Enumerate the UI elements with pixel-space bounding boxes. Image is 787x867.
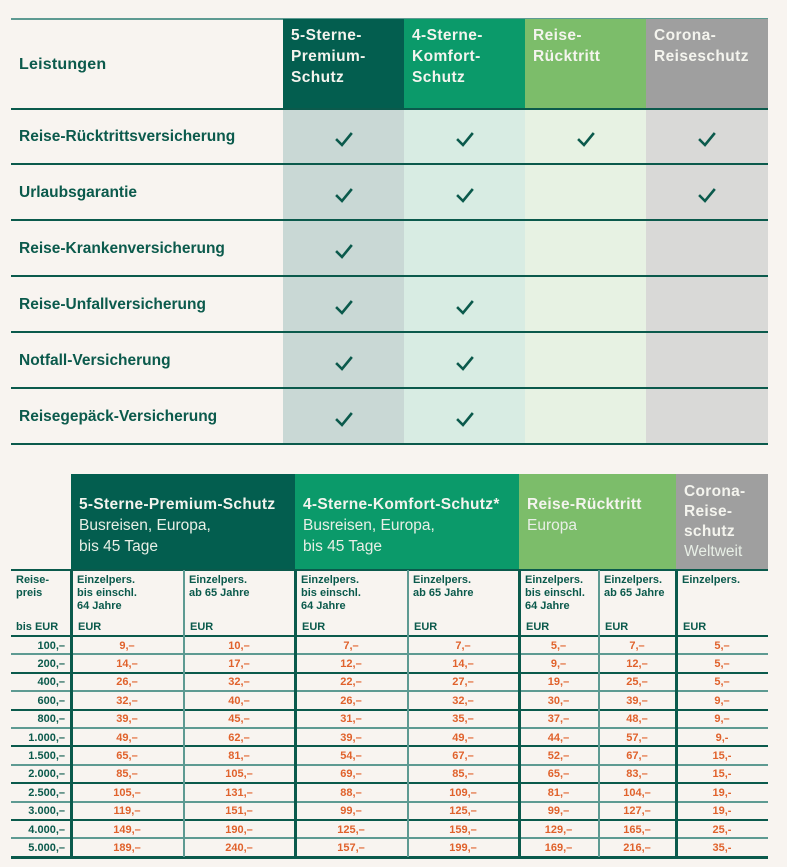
column-subheader (409, 570, 519, 636)
price-cell: 10,– (228, 639, 250, 652)
grid-line (11, 690, 768, 692)
price-cell: 14,– (116, 657, 138, 670)
checkmark-icon (695, 183, 719, 207)
column-subheader (185, 570, 295, 636)
grid-line (675, 570, 678, 857)
grid-line (11, 635, 768, 637)
price-cell: 119,– (113, 805, 141, 818)
group-subtitle: bis 45 Tage (303, 538, 382, 555)
grid-line (294, 570, 297, 857)
price-cell: 127,– (623, 805, 651, 818)
subheader-line: bis einschl. (525, 587, 585, 599)
price-cell: 32,– (116, 694, 138, 707)
group-subtitle: Busreisen, Europa, (79, 517, 211, 534)
group-header-komfort (295, 474, 519, 570)
price-cell: 65,– (547, 768, 570, 781)
price-cell: 9,– (714, 694, 730, 707)
group-header-corona (676, 474, 768, 570)
checkmark-icon (453, 183, 477, 207)
price-cell: 69,– (340, 768, 362, 781)
price-cell: 67,– (452, 749, 474, 762)
checkmark-icon (332, 295, 356, 319)
group-title: schutz (684, 523, 735, 540)
column-subheader (297, 570, 407, 636)
price-cell: 85,– (452, 768, 474, 781)
price-cell: 149,– (113, 823, 141, 836)
grid-line (11, 672, 768, 674)
group-subtitle: Europa (527, 517, 577, 534)
price-cell: 14,– (452, 657, 474, 670)
price-cell: 27,– (452, 676, 474, 689)
group-header-premium (71, 474, 295, 570)
benefit-row (11, 221, 768, 277)
price-cell: 9,- (715, 731, 729, 744)
header-premium (283, 19, 404, 109)
group-title: Reise-Rücktritt (527, 496, 642, 513)
price-cell: 35,– (452, 713, 474, 726)
checkmark-icon (453, 351, 477, 375)
price-cell: 5,– (714, 676, 730, 689)
row-header-unit: bis EUR (16, 621, 59, 633)
price-cell: 157,– (337, 841, 365, 854)
price-row-label: 200,– (37, 657, 65, 670)
price-cell: 48,– (626, 713, 648, 726)
price-cell: 7,– (455, 639, 471, 652)
price-cell: 35,- (712, 841, 732, 854)
price-cell: 7,– (343, 639, 359, 652)
price-cell: 19,– (547, 676, 570, 689)
header-line: Schutz (412, 69, 466, 86)
column-subheader (73, 570, 183, 636)
subheader-line: Einzelpers. (189, 574, 248, 586)
group-title: Corona- (684, 483, 746, 500)
price-cell: 9,– (550, 657, 567, 670)
price-row-label: 800,– (37, 713, 65, 726)
price-row-label: 5.000,– (28, 841, 65, 854)
price-cell: 85,– (116, 768, 138, 781)
price-cell: 81,– (228, 749, 250, 762)
grid-line (11, 727, 768, 729)
grid-line (11, 819, 768, 821)
price-cell: 109,– (449, 786, 477, 799)
grid-line (11, 653, 768, 655)
price-row-label: 100,– (37, 639, 65, 652)
grid-line (11, 764, 768, 766)
benefits-title: Leistungen (19, 56, 107, 73)
price-cell: 5,– (550, 639, 567, 652)
subheader-line: 64 Jahre (525, 600, 570, 612)
subheader-line: ab 65 Jahre (413, 587, 474, 599)
price-cell: 105,– (225, 768, 253, 781)
price-cell: 57,– (626, 731, 648, 744)
checkmark-icon (453, 127, 477, 151)
price-cell: 5,– (714, 639, 730, 652)
subheader-line: 64 Jahre (77, 600, 122, 612)
price-cell: 15,- (712, 749, 732, 762)
group-subtitle: Weltweit (684, 543, 743, 560)
price-cell: 129,– (544, 823, 573, 836)
header-ruecktritt (525, 19, 646, 109)
price-row-label: 600,– (37, 694, 65, 707)
price-cell: 39,– (116, 713, 138, 726)
header-line: 5-Sterne- (291, 27, 362, 44)
benefit-row (11, 109, 768, 165)
subheader-unit: EUR (605, 621, 629, 633)
price-cell: 81,– (547, 786, 570, 799)
price-cell: 189,– (113, 841, 141, 854)
grid-line (11, 801, 768, 803)
group-title: Reise- (684, 503, 733, 520)
price-cell: 39,– (340, 731, 362, 744)
price-cell: 104,– (623, 786, 651, 799)
header-line: Premium- (291, 48, 366, 65)
benefit-label: Urlaubsgarantie (19, 184, 138, 201)
checkmark-icon (332, 351, 356, 375)
group-header-ruecktritt (519, 474, 676, 570)
subheader-line: Einzelpers. (413, 574, 472, 586)
price-cell: 99,– (547, 805, 570, 818)
price-cell: 65,– (116, 749, 138, 762)
header-line: Komfort- (412, 48, 481, 65)
grid-line (11, 782, 768, 784)
header-line: Corona- (654, 27, 717, 44)
price-cell: 190,– (225, 823, 253, 836)
row-header-reisepreis (11, 570, 71, 636)
subheader-line: Einzelpers. (77, 574, 136, 586)
price-cell: 52,– (547, 749, 570, 762)
benefit-row (11, 333, 768, 389)
price-cell: 62,– (228, 731, 250, 744)
benefit-row (11, 389, 768, 445)
price-row-label: 3.000,– (28, 805, 65, 818)
price-cell: 40,– (228, 694, 250, 707)
subheader-unit: EUR (683, 621, 707, 633)
group-subtitle: bis 45 Tage (79, 538, 158, 555)
grid-line (11, 709, 768, 711)
subheader-unit: EUR (190, 621, 214, 633)
price-cell: 9,– (714, 713, 730, 726)
price-cell: 19,- (712, 786, 732, 799)
subheader-line: Einzelpers. (525, 574, 584, 586)
checkmark-icon (574, 127, 598, 151)
subheader-line: Einzelpers. (682, 574, 741, 586)
checkmark-icon (695, 127, 719, 151)
price-cell: 25,- (712, 823, 732, 836)
subheader-line: bis einschl. (301, 587, 361, 599)
header-komfort (404, 19, 525, 109)
header-line: Schutz (291, 69, 345, 86)
benefit-label: Reise-Unfallversicherung (19, 296, 206, 313)
grid-line (598, 570, 600, 857)
price-cell: 7,– (629, 639, 645, 652)
subheader-unit: EUR (302, 621, 326, 633)
price-cell: 31,– (340, 713, 362, 726)
checkmark-icon (332, 183, 356, 207)
subheader-line: Einzelpers. (301, 574, 360, 586)
price-cell: 45,– (228, 713, 250, 726)
price-row-label: 4.000,– (28, 823, 65, 836)
benefit-label: Notfall-Versicherung (19, 352, 171, 369)
price-cell: 240,– (225, 841, 253, 854)
column-subheader (678, 570, 768, 636)
price-cell: 216,– (623, 841, 651, 854)
price-cell: 30,– (547, 694, 570, 707)
price-cell: 15,- (712, 768, 732, 781)
benefit-label: Reise-Rücktrittsversicherung (19, 128, 236, 145)
group-title: 4-Sterne-Komfort-Schutz* (303, 496, 500, 513)
grid-line (518, 570, 521, 857)
subheader-line: 64 Jahre (301, 600, 346, 612)
price-cell: 125,– (449, 805, 477, 818)
grid-line (70, 570, 73, 857)
checkmark-icon (453, 407, 477, 431)
column-subheader (521, 570, 598, 636)
row-header-line: Reise- (16, 574, 50, 586)
group-title: 5-Sterne-Premium-Schutz (79, 496, 276, 513)
price-cell: 37,– (547, 713, 570, 726)
subheader-line: ab 65 Jahre (604, 587, 665, 599)
price-cell: 199,– (449, 841, 477, 854)
price-cell: 39,– (626, 694, 648, 707)
price-cell: 165,– (623, 823, 651, 836)
row-header-line: preis (16, 587, 43, 599)
price-cell: 54,– (340, 749, 362, 762)
price-cell: 99,– (340, 805, 362, 818)
grid-line (11, 745, 768, 747)
price-cell: 32,– (452, 694, 474, 707)
price-cell: 22,– (340, 676, 362, 689)
benefit-label: Reise-Krankenversicherung (19, 240, 225, 257)
price-cell: 19,- (712, 805, 732, 818)
grid-line (11, 569, 768, 571)
price-row-label: 2.500,– (28, 786, 65, 799)
price-cell: 83,– (626, 768, 648, 781)
subheader-unit: EUR (414, 621, 438, 633)
price-cell: 67,– (626, 749, 648, 762)
column-subheader (600, 570, 676, 636)
benefit-label: Reisegepäck-Versicherung (19, 408, 218, 425)
price-cell: 26,– (116, 676, 138, 689)
subheader-unit: EUR (526, 621, 550, 633)
subheader-line: ab 65 Jahre (189, 587, 250, 599)
price-cell: 49,– (116, 731, 138, 744)
price-cell: 125,– (337, 823, 365, 836)
price-row-label: 1.500,– (28, 749, 65, 762)
price-cell: 26,– (340, 694, 362, 707)
grid-line (11, 837, 768, 839)
price-cell: 17,– (228, 657, 250, 670)
header-line: 4-Sterne- (412, 27, 483, 44)
price-row-label: 2.000,– (28, 768, 65, 781)
price-cell: 49,– (452, 731, 474, 744)
subheader-unit: EUR (78, 621, 102, 633)
checkmark-icon (453, 295, 477, 319)
price-cell: 12,– (626, 657, 648, 670)
price-cell: 159,– (449, 823, 477, 836)
price-cell: 25,– (626, 676, 648, 689)
price-cell: 105,– (113, 786, 141, 799)
checkmark-icon (332, 127, 356, 151)
price-cell: 44,– (547, 731, 570, 744)
header-line: Rücktritt (533, 48, 601, 65)
price-cell: 32,– (228, 676, 250, 689)
header-corona (646, 19, 768, 109)
price-cell: 9,– (119, 639, 135, 652)
checkmark-icon (332, 407, 356, 431)
subheader-line: bis einschl. (77, 587, 137, 599)
grid-line (11, 856, 768, 859)
group-subtitle: Busreisen, Europa, (303, 517, 435, 534)
grid-line (183, 570, 185, 857)
checkmark-icon (332, 239, 356, 263)
price-cell: 151,– (225, 805, 253, 818)
header-line: Reise- (533, 27, 582, 44)
price-cell: 131,– (225, 786, 253, 799)
subheader-line: Einzelpers. (604, 574, 663, 586)
grid-line (407, 570, 409, 857)
benefit-row (11, 165, 768, 221)
header-line: Reiseschutz (654, 48, 749, 65)
price-row-label: 1.000,– (28, 731, 65, 744)
price-cell: 5,– (714, 657, 730, 670)
benefit-row (11, 277, 768, 333)
price-cell: 12,– (340, 657, 362, 670)
price-row-label: 400,– (37, 676, 65, 689)
price-cell: 169,– (544, 841, 573, 854)
price-cell: 88,– (340, 786, 362, 799)
